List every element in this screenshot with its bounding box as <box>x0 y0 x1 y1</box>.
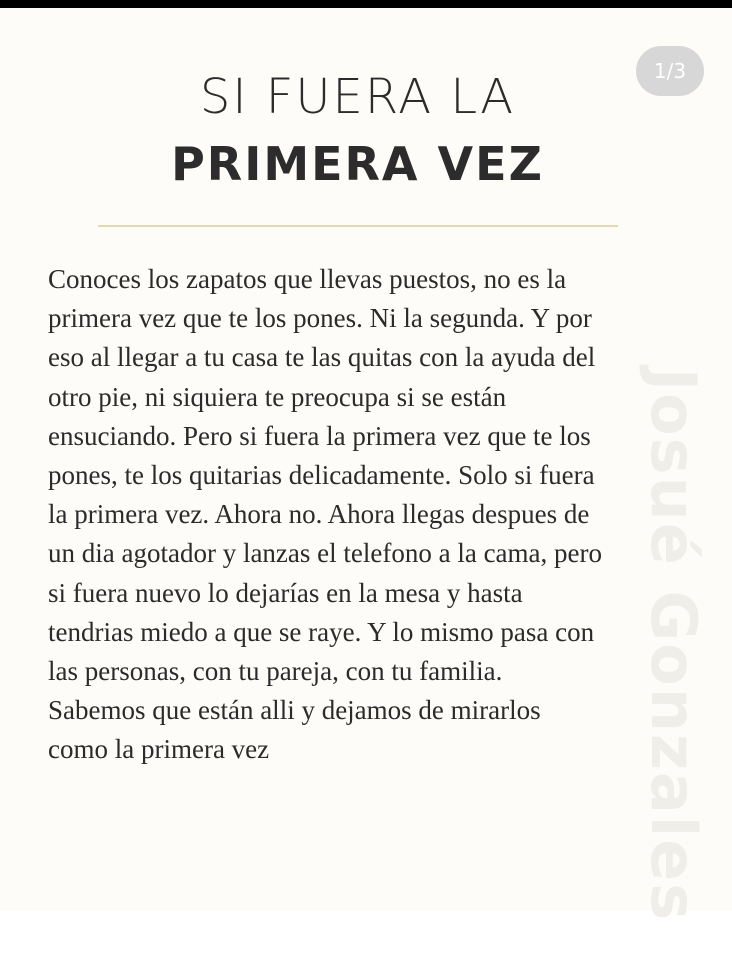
body-text <box>48 260 673 769</box>
text-line: como la primera vez <box>48 734 270 765</box>
text-line: pones, te los quitarias delicadamente. Solo si fuera <box>48 459 595 490</box>
text-line: eso al llegar a tu casa te las quitas con la ayuda del <box>48 342 596 373</box>
title-line-2: PRIMERA VEZ <box>171 137 544 191</box>
text-line: Conoces los zapatos que llevas puestos, no es la <box>48 264 567 294</box>
text-line: un dia agotador y lanzas el telefono a la cama, pero <box>48 538 603 569</box>
text-line: ensuciando. Pero si fuera la primera vez que te los <box>48 420 591 451</box>
post-image[interactable] <box>0 8 732 923</box>
top-status-bar <box>0 0 732 8</box>
page-counter-badge: 1/3 <box>636 46 704 96</box>
author-watermark: Josué Gonzales <box>637 368 710 923</box>
title-line-1: SI FUERA LA <box>199 69 516 125</box>
text-line: Sabemos que están alli y dejamos de mirarlos <box>48 695 541 726</box>
text-line: otro pie, ni siquiera te preocupa si se están <box>48 381 507 412</box>
text-line: si fuera nuevo lo dejarías en la mesa y hasta <box>48 577 523 608</box>
text-line: tendrias miedo a que se raye. Y lo mismo pasa con <box>48 616 595 647</box>
title-divider <box>98 225 618 227</box>
text-line: la primera vez. Ahora no. Ahora llegas despues de <box>48 499 590 530</box>
text-line: primera vez que te los pones. Ni la segunda. Y por <box>48 303 592 334</box>
text-line: las personas, con tu pareja, con tu familia. <box>48 655 503 686</box>
